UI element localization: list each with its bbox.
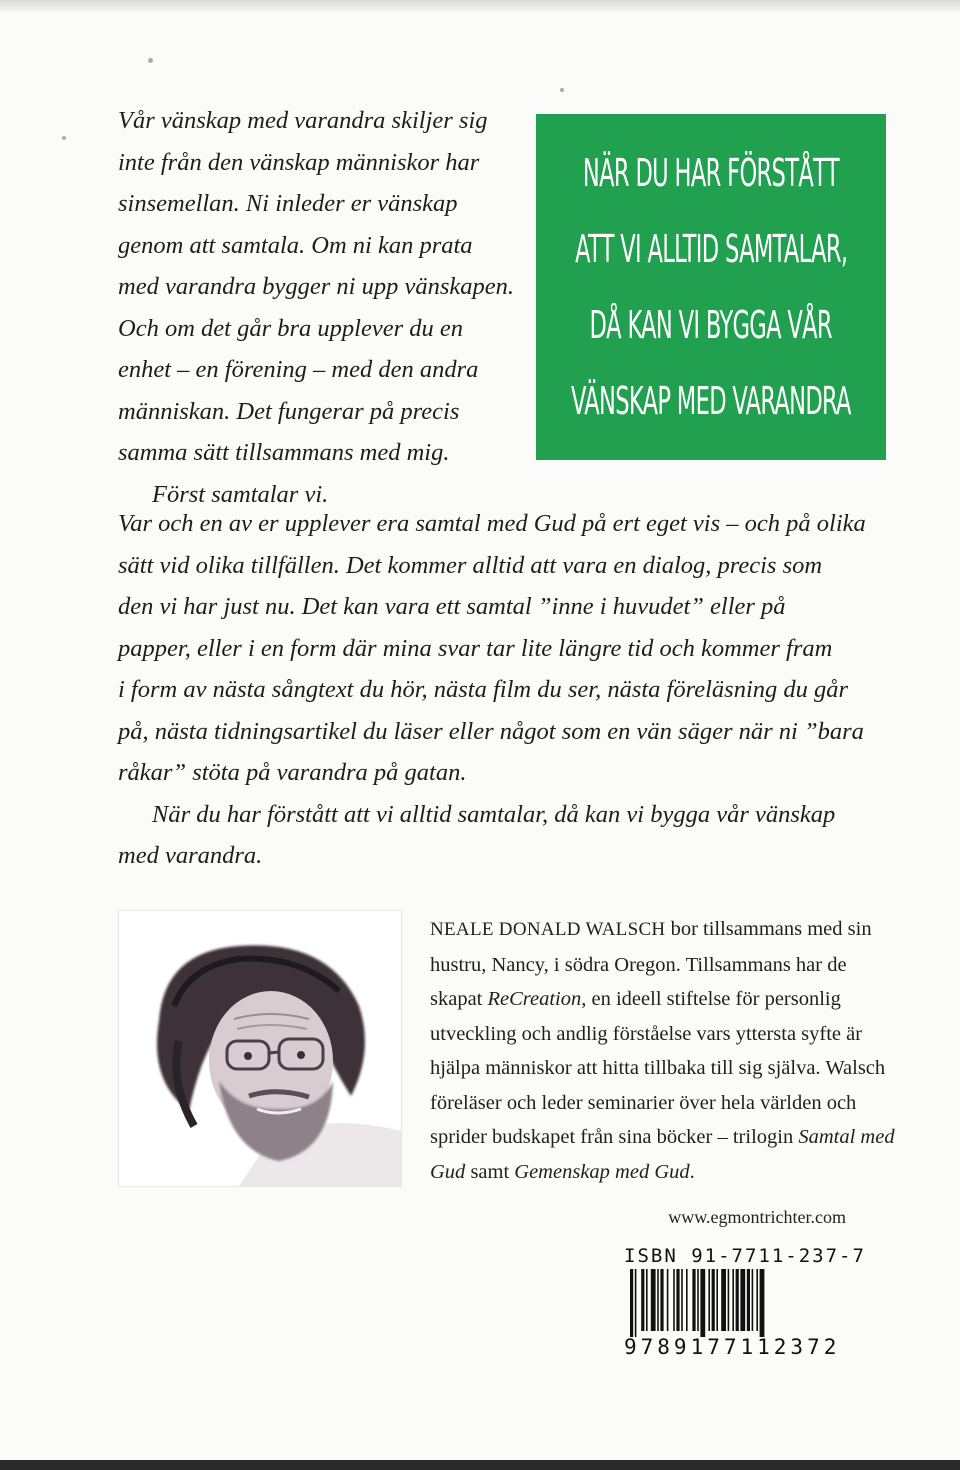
author-bio bbox=[430, 912, 900, 1189]
barcode-bar bbox=[752, 1269, 754, 1331]
barcode-bar bbox=[635, 1269, 637, 1337]
author-name: NEALE DONALD WALSCH bbox=[430, 919, 666, 940]
paper-speck bbox=[560, 88, 564, 92]
barcode-bar bbox=[740, 1269, 745, 1331]
intro-line: Vår vänskap med varandra skiljer sig bbox=[118, 107, 488, 134]
body-line: den vi har just nu. Det kan vara ett samtal ”inne i huvudet” eller på bbox=[118, 593, 786, 620]
intro-line: inte från den vänskap människor har bbox=[118, 148, 480, 176]
barcode bbox=[624, 1243, 866, 1363]
intro-line: enhet – en förening – med den andra bbox=[118, 356, 479, 383]
barcode-bar bbox=[721, 1269, 726, 1331]
barcode-bar bbox=[692, 1269, 695, 1331]
barcode-bar bbox=[646, 1269, 648, 1331]
barcode-bar bbox=[728, 1269, 730, 1331]
barcode-bar bbox=[756, 1269, 758, 1331]
barcode-bar bbox=[686, 1269, 688, 1331]
body-text bbox=[118, 503, 888, 877]
barcode-bar bbox=[641, 1269, 644, 1331]
publisher-website: www.egmontrichter.com bbox=[668, 1207, 846, 1227]
intro-line: Och om det går bra upplever du en bbox=[118, 314, 463, 342]
intro-text bbox=[118, 100, 528, 515]
barcode-bar bbox=[736, 1269, 739, 1331]
barcode-bars bbox=[624, 1269, 850, 1337]
quote-box bbox=[536, 114, 886, 460]
quote-line: VÄNSKAP MED VARANDRA bbox=[571, 379, 851, 423]
isbn-label: ISBN 91-7711-237-7 bbox=[624, 1245, 866, 1267]
organization-name: ReCreation bbox=[487, 988, 582, 1010]
barcode-bar bbox=[681, 1269, 683, 1331]
body-line: När du har förstått att vi alltid samtalar, då kan vi bygga vår vänskap bbox=[152, 800, 836, 828]
bio-text: , en ideell stiftelse för personlig utveckling och andlig förståelse vars yttersta syfte är hjälpa människor att hitta tillbaka till sig själva. Walsch föreläser och leder seminarier över hela världen och sprider budskapet från sina böcker – trilogin bbox=[430, 988, 886, 1148]
bio-text: . bbox=[689, 1160, 695, 1183]
ean-digits: 9789177112372 bbox=[624, 1335, 841, 1359]
barcode-bar bbox=[651, 1269, 656, 1331]
barcode-bar bbox=[630, 1269, 633, 1337]
barcode-bar bbox=[708, 1269, 710, 1331]
body-line: med varandra. bbox=[118, 842, 263, 869]
barcode-bar bbox=[700, 1269, 705, 1337]
barcode-bar bbox=[732, 1269, 734, 1331]
paper-speck bbox=[148, 58, 153, 63]
top-edge bbox=[0, 0, 960, 14]
bottom-edge bbox=[0, 1460, 960, 1470]
body-line: sätt vid olika tillfällen. Det kommer alltid att vara en dialog, precis som bbox=[118, 551, 823, 579]
body-line: Var och en av er upplever era samtal med Gud på ert eget vis – och på olika bbox=[118, 510, 866, 537]
intro-last-line: Först samtalar vi. bbox=[152, 480, 329, 508]
barcode-bar bbox=[712, 1269, 715, 1331]
intro-line: människan. Det fungerar på precis bbox=[118, 397, 460, 425]
barcode-bar bbox=[673, 1269, 675, 1331]
barcode-bar bbox=[660, 1269, 663, 1331]
barcode-bar bbox=[697, 1269, 699, 1331]
intro-line: med varandra bygger ni upp vänskapen. bbox=[118, 273, 515, 300]
body-line: på, nästa tidningsartikel du läser eller något som en vän säger när ni ”bara bbox=[118, 717, 864, 745]
quote-line: DÅ KAN VI BYGGA VÅR bbox=[589, 303, 833, 347]
barcode-bar bbox=[667, 1269, 669, 1331]
barcode-bar bbox=[657, 1269, 659, 1331]
body-line: papper, eller i en form där mina svar tar lite längre tid och kommer fram bbox=[118, 634, 833, 662]
barcode-bar bbox=[760, 1269, 765, 1337]
intro-line: genom att samtala. Om ni kan prata bbox=[118, 231, 473, 259]
bio-text: samt bbox=[465, 1160, 515, 1183]
author-photo bbox=[118, 910, 402, 1187]
author-portrait-illustration bbox=[119, 911, 401, 1186]
book-title: Gemenskap med Gud bbox=[514, 1160, 690, 1183]
bio-text: bor tillsammans med sin hustru, Nancy, i södra Oregon. Tillsammans har de skapat bbox=[430, 918, 872, 1010]
barcode-bar bbox=[747, 1269, 750, 1331]
quote-line: NÄR DU HAR FÖRSTÅTT bbox=[583, 151, 839, 195]
body-line: råkar” stöta på varandra på gatan. bbox=[118, 759, 467, 786]
body-line: i form av nästa sångtext du hör, nästa film du ser, nästa föreläsning du går bbox=[118, 676, 849, 703]
intro-line: samma sätt tillsammans med mig. bbox=[118, 439, 450, 466]
paper-speck bbox=[62, 136, 66, 140]
intro-line: sinsemellan. Ni inleder er vänskap bbox=[118, 190, 458, 217]
quote-line: ATT VI ALLTID SAMTALAR, bbox=[574, 227, 848, 271]
book-title: Samtal med Gud bbox=[430, 1126, 895, 1183]
barcode-bar bbox=[716, 1269, 718, 1331]
barcode-bar bbox=[676, 1269, 679, 1331]
